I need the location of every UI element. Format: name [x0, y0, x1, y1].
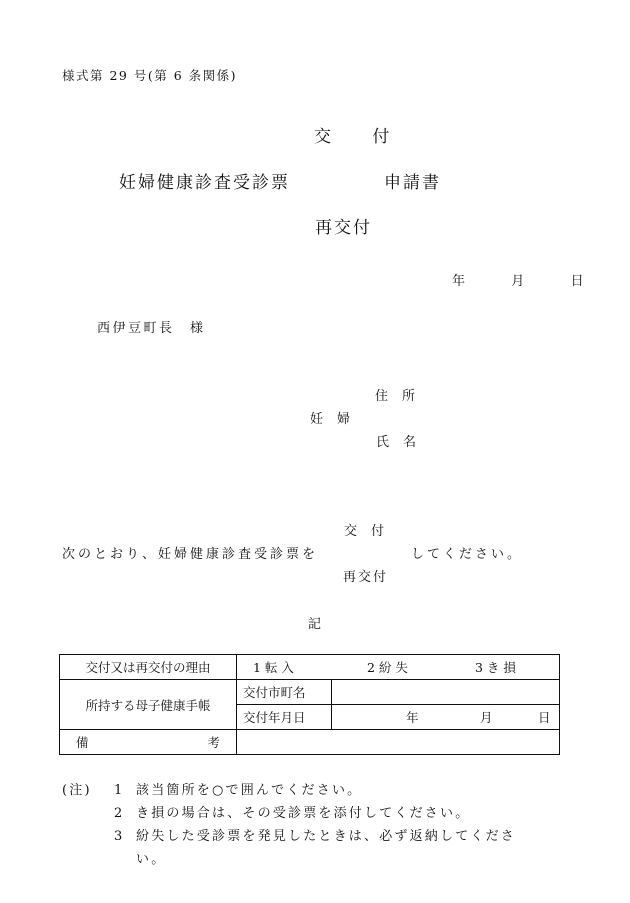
address-label: 住所 [375, 389, 430, 404]
note-number: 1 [114, 783, 125, 798]
page-title: 妊婦健康診査受診票 [119, 173, 290, 193]
note-number: 2 [114, 806, 125, 821]
date-month: 月 [511, 274, 525, 289]
note-text: 紛失した受診票を発見したときは、必ず返納してくださ [136, 829, 517, 844]
note-number: 3 [114, 829, 125, 844]
request-kofu: 交付 [344, 524, 399, 539]
application-table [59, 654, 560, 755]
note-text-continued: い。 [136, 852, 167, 867]
date-year: 年 [452, 274, 466, 289]
form-number: 様式第 29 号(第 6 条関係) [62, 68, 238, 83]
request-suffix: してください。 [411, 547, 524, 562]
issuing-date-month: 月 [480, 710, 493, 725]
title-saikofu: 再交付 [315, 218, 372, 238]
issuing-city-label: 交付市町名 [237, 680, 332, 705]
addressee: 西伊豆町長 様 [97, 321, 206, 336]
handbook-row [60, 680, 560, 705]
remarks-label [60, 730, 237, 755]
reason-option[interactable]: 1 転 入 [253, 660, 294, 675]
reason-label: 交付又は再交付の理由 [60, 655, 237, 680]
notes-prefix: (注) [62, 783, 92, 798]
issuing-date-field[interactable] [332, 705, 560, 730]
issuing-date-day: 日 [538, 710, 551, 725]
note-text: 該当箇所を○で囲んでください。 [136, 783, 363, 798]
note-text: き損の場合は、その受診票を添付してください。 [136, 806, 471, 821]
request-saikofu: 再交付 [343, 570, 389, 585]
issuing-date-year: 年 [406, 710, 419, 725]
ninpu-label: 妊婦 [310, 412, 365, 427]
reason-options [237, 655, 560, 680]
title-shinseisho: 申請書 [384, 173, 441, 193]
title-kofu: 交 付 [314, 127, 408, 147]
remarks-label-left: 備 [76, 735, 89, 750]
handbook-label: 所持する母子健康手帳 [60, 680, 237, 730]
remarks-row [60, 730, 560, 755]
issuing-date-label: 交付年月日 [237, 705, 332, 730]
ki-label: 記 [308, 617, 322, 632]
date-day: 日 [570, 274, 584, 289]
remarks-label-right: 考 [207, 735, 220, 750]
name-label: 氏名 [376, 435, 431, 450]
remarks-field[interactable] [237, 730, 560, 755]
reason-row [60, 655, 560, 680]
application-date [452, 270, 584, 289]
reason-option[interactable]: 2 紛 失 [367, 660, 408, 675]
request-text: 次のとおり、妊婦健康診査受診票を [62, 547, 319, 562]
notes [62, 779, 562, 871]
issuing-city-field[interactable] [332, 680, 560, 705]
reason-option[interactable]: 3 き 損 [475, 660, 516, 675]
